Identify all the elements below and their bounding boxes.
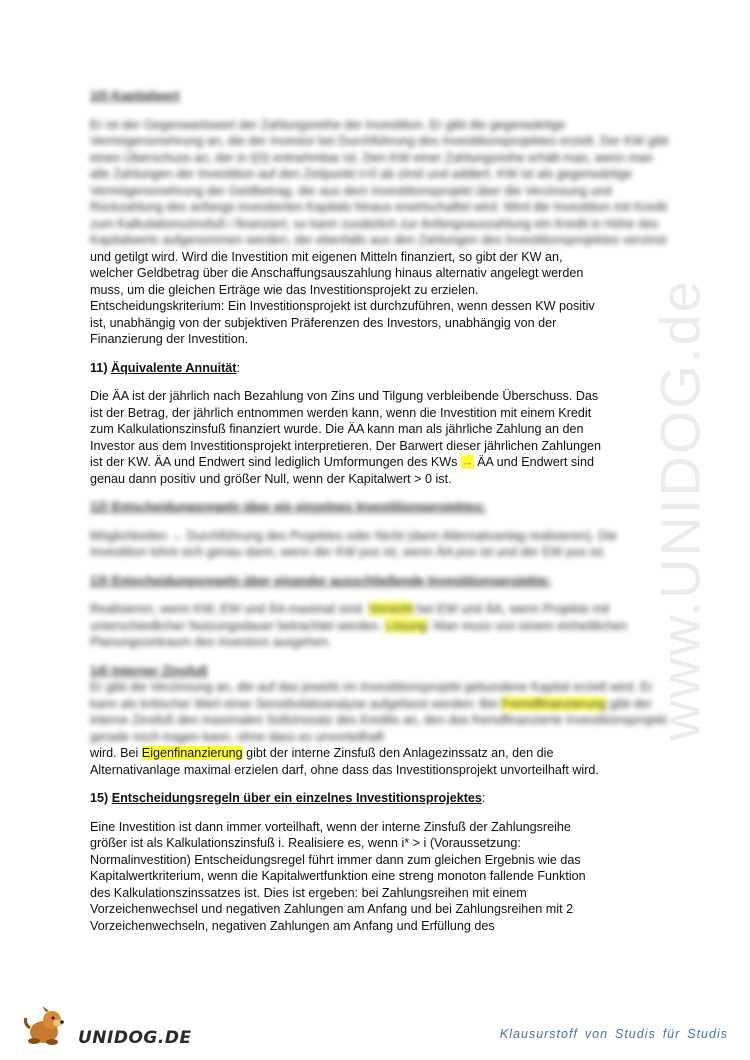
section-15-line: größer ist als Kalkulationszinsfuß i. Realisiere es, wenn i* > i (Voraussetzung: (90, 836, 521, 850)
section-15-heading: 15) Entscheidungsregeln über ein einzelnes Investitionsprojektes: (90, 791, 486, 805)
section-12-heading: 12) Entscheidungsregeln über ein einzelnes Investitionsprojektes: (90, 500, 487, 514)
section-11-line: ist der Betrag, der jährlich entnommen werden kann, wenn die Investition mit einem Kredit (90, 405, 592, 420)
section-15-line: Vorzeichenwechsel und negativen Zahlungen am Anfang und bei Zahlungsreihen mit 2 (90, 902, 574, 916)
section-10-line: Entscheidungskriterium: Ein Investitionsprojekt ist durchzuführen, wenn dessen KW positiv (90, 299, 595, 313)
section-10-line: ist, unabhängig von der subjektiven Präferenzen des Investors, unabhängig von der (90, 315, 557, 330)
arrow-right-icon: → (460, 455, 474, 469)
section-13-heading: 13) Entscheidungsregeln über einander ausschließende Investitionsprojekte: (90, 573, 552, 588)
section-10-blurred (90, 88, 670, 249)
section-14-text: Er gibt die Verzinsung an, die auf das jeweils im Investitionsprojekt gebundene Kapital erzielt wird. Er kann als kritischer Wert einer Sensitivitätsanalyse aufgefasst werden: Bei Fremdfinanzierung gibt der interne Zinsfuß den maximalen Sollzinssatz des Kredits an, den das fremdfinanzierte Investitionsprojekt gerade noch tragen kann, ohne dass es unvorteilhaft (90, 680, 667, 744)
section-10-blurred-text: Er ist der Gegenwartswert der Zahlungsreihe der Investition. Er gibt die gegenwärtige Vermögensmehrung an, die der Investor bei Durchführung des Investitionsprojektes erzielt. Der KW gibt einen Überschuss an, der in t(0) entnehmbar ist. Den KW einer Zahlungsreihe erhält man, wenn man alle Zahlungen der Investition auf den Zeitpunkt t=0 ab zinst und addiert. KW ist als gegenwärtige Vermögensmehrung der Geldbetrag, der aus dem Investitionsprojekt über die Verzinsung und Rückzahlung des anfangs investierten Kapitals hinaus erwirtschaftet wird. Wird die Investition mit Kredit zum Kalkulationszinsfuß i finanziert, so kann zusätzlich zur Anfangsauszahlung ein Kredit in Höhe des Kapitalwerts aufgenommen werden, der ebenfalls aus den Zahlungen des Investitionsprojektes verzinst (90, 117, 669, 247)
section-15-line: Kapitalwertkriterium, wenn die Kapitalwertfunktion eine streng monoton fallende Funktion (90, 869, 586, 883)
section-11-line: genau dann positiv und größer Null, wenn der Kapitalwert > 0 ist. (90, 471, 452, 486)
section-13-text: Realisieren, wenn KW, EW und ÄA maximal sind. Vorsicht bei EW und ÄA, wenn Projekte mit unterschiedlicher Nutzungsdauer betrachtet werden. Lösung: Man muss von einem einheitlichen Planungszeitraum des Investors ausgehen. (90, 602, 627, 649)
section-15-line: Eine Investition ist dann immer vorteilhaft, wenn der interne Zinsfuß der Zahlungsreihe (90, 819, 571, 834)
section-14-heading: 14) Interner Zinsfuß (90, 663, 208, 678)
unidog-logo[interactable] (22, 1006, 192, 1048)
document-body (90, 88, 670, 934)
section-10-line: und getilgt wird. Wird die Investition mit eigenen Mitteln finanziert, so gibt der KW an, (90, 249, 563, 264)
section-15-line: Normalinvestition) Entscheidungsregel führt immer dann zum gleichen Ergebnis wie das (90, 852, 581, 867)
section-11-heading: 11) Äquivalente Annuität: (90, 360, 240, 375)
section-11-line: Investor aus dem Investitionsprojekt interpretieren. Der Barwert dieser jährlichen Zahlungen (90, 438, 601, 453)
section-12-text: Möglichkeiten → Durchführung des Projektes oder Nicht (dann Alternativanlag realisieren). Die Investition lohnt sich genau dann, wenn der KW pos ist, wenn ÄA pos ist und der EW pos ist. (90, 528, 618, 559)
section-10-line: welcher Geldbetrag über die Anschaffungsauszahlung hinaus alternativ angelegt werden (90, 266, 584, 280)
section-11-line: Die ÄA ist der jährlich nach Bezahlung von Zins und Tilgung verbleibende Überschuss. Das (90, 389, 599, 403)
logo-text: UNIDOG.DE (78, 1028, 192, 1048)
section-14-line: wird. Bei Eigenfinanzierung gibt der interne Zinsfuß den Anlagezinssatz an, den die (90, 746, 554, 760)
footer-tagline: Klausurstoff von Studis für Studis (499, 1027, 728, 1041)
section-15-line: Vorzeichenwechseln, negativen Zahlungen am Anfang und Erfüllung des (90, 918, 495, 933)
section-10-heading: 10) Kapitalwert (90, 89, 180, 103)
section-11-line: ist der KW. ÄA und Endwert sind lediglich Umformungen des KWs → ÄA und Endwert sind (90, 455, 594, 469)
section-12-blurred (90, 499, 670, 745)
section-10-line: Finanzierung der Investition. (90, 332, 249, 346)
section-10-line: muss, um die gleichen Erträge wie das Investitionsprojekt zu erzielen. (90, 282, 479, 297)
section-11-line: zum Kalkulationszinsfuß finanziert wurde. Die ÄA kann man als jährliche Zahlung an den (90, 422, 584, 436)
dog-icon (22, 1006, 74, 1046)
watermark-text: www.UNIDOG.de (648, 279, 712, 741)
section-14-line: Alternativanlage maximal erzielen darf, ohne dass das Investitionsprojekt unvorteilhaft wird. (90, 762, 599, 777)
section-15-line: des Kalkulationszinssatzes ist. Dies ist ergeben: bei Zahlungsreihen mit einem (90, 885, 527, 900)
